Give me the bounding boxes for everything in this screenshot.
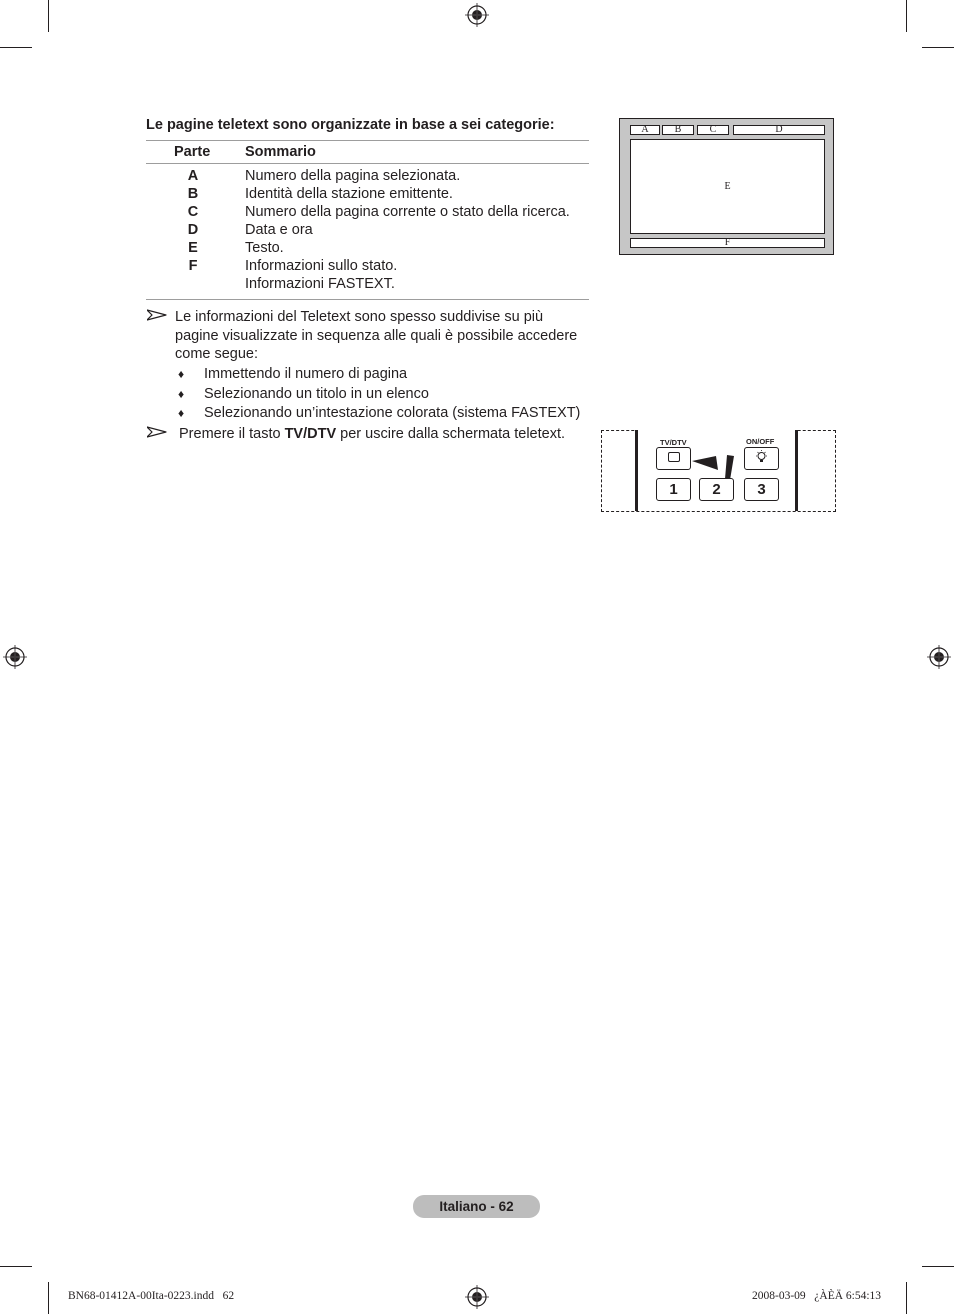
column-header-part: Parte xyxy=(174,144,211,160)
table-row xyxy=(146,239,589,257)
area-label: C xyxy=(709,124,717,135)
remote-edge xyxy=(635,430,638,511)
table-row xyxy=(146,185,589,203)
area-label: F xyxy=(724,237,731,248)
on-off-button[interactable] xyxy=(744,447,779,470)
note-arrow-icon xyxy=(147,309,167,321)
row-description: Numero della pagina corrente o stato della ricerca. xyxy=(245,204,570,220)
teletext-screen-diagram xyxy=(619,118,834,255)
note-arrow-icon xyxy=(147,426,167,438)
table-row xyxy=(146,257,589,275)
teletext-area-a xyxy=(630,125,660,135)
crop-mark xyxy=(0,1266,32,1267)
row-description: Identità della stazione emittente. xyxy=(245,186,453,202)
row-code: B xyxy=(187,186,199,202)
registration-mark-icon xyxy=(465,3,489,27)
diamond-bullet-icon: ♦ xyxy=(178,367,185,381)
tv-dtv-button[interactable] xyxy=(656,447,691,470)
area-label: B xyxy=(674,124,682,135)
row-code: E xyxy=(188,240,198,256)
area-label: A xyxy=(641,124,649,135)
crop-mark xyxy=(0,47,32,48)
row-description: Testo. xyxy=(245,240,284,256)
print-slug-right: 2008-03-09 ¿ÀÈÄ 6:54:13 xyxy=(752,1290,882,1302)
column-header-summary: Sommario xyxy=(245,144,316,160)
note-line: pagine visualizzate in sequenza alle quali è possibile accedere xyxy=(175,327,578,344)
note-paragraph xyxy=(179,425,565,444)
table-row xyxy=(146,221,589,239)
number-button-2[interactable]: 2 xyxy=(699,478,734,501)
crop-mark xyxy=(922,1266,954,1267)
row-code: D xyxy=(187,222,199,238)
crop-mark xyxy=(906,0,907,32)
table-row xyxy=(146,275,589,293)
row-description: Data e ora xyxy=(245,222,313,238)
on-off-label: ON/OFF xyxy=(746,437,775,446)
row-code: F xyxy=(188,258,198,274)
crop-mark xyxy=(48,1282,49,1314)
area-label: D xyxy=(775,124,783,135)
crop-mark xyxy=(922,47,954,48)
crop-mark xyxy=(48,0,49,32)
teletext-area-d xyxy=(733,125,825,135)
section-heading: Le pagine teletext sono organizzate in base a sei categorie: xyxy=(146,117,555,133)
note-paragraph xyxy=(175,308,595,364)
row-code: C xyxy=(187,204,199,220)
page-number-badge: Italiano - 62 xyxy=(413,1195,540,1218)
teletext-area-b xyxy=(662,125,694,135)
tv-screen-icon xyxy=(668,452,680,462)
registration-mark-icon xyxy=(3,645,27,669)
list-item-text: Selezionando un titolo in un elenco xyxy=(204,386,429,402)
row-description: Numero della pagina selezionata. xyxy=(245,168,461,184)
crop-mark xyxy=(906,1282,907,1314)
list-item-text: Immettendo il numero di pagina xyxy=(204,366,408,382)
registration-mark-icon xyxy=(927,645,951,669)
note-line: come segue: xyxy=(175,346,259,362)
row-code: A xyxy=(187,168,199,184)
table-header xyxy=(146,141,589,163)
tv-dtv-label: TV/DTV xyxy=(660,438,687,447)
note-text: per uscire dalla schermata teletext. xyxy=(336,426,566,442)
note-text: Premere il tasto xyxy=(179,426,285,442)
remote-edge xyxy=(795,430,798,511)
diamond-bullet-icon: ♦ xyxy=(178,387,185,401)
area-label: E xyxy=(724,181,731,192)
registration-mark-icon xyxy=(465,1285,489,1309)
key-name: TV/DTV xyxy=(284,426,337,442)
table-row xyxy=(146,167,589,185)
row-description: Informazioni sullo stato. xyxy=(245,258,398,274)
print-slug-left: BN68-01412A-00Ita-0223.indd 62 xyxy=(68,1290,235,1302)
teletext-area-c xyxy=(697,125,729,135)
table-bottom-rule xyxy=(146,299,589,300)
teletext-area-f xyxy=(630,238,825,248)
number-button-3[interactable]: 3 xyxy=(744,478,779,501)
table-row xyxy=(146,203,589,221)
row-description: Informazioni FASTEXT. xyxy=(245,276,395,292)
categories-table xyxy=(146,140,589,300)
list-item-text: Selezionando un’intestazione colorata (sistema FASTEXT) xyxy=(204,405,581,421)
note-line: Le informazioni del Teletext sono spesso suddivise su più xyxy=(175,309,544,325)
bulb-icon xyxy=(755,450,768,465)
number-button-1[interactable]: 1 xyxy=(656,478,691,501)
teletext-area-e xyxy=(630,139,825,234)
diamond-bullet-icon: ♦ xyxy=(178,406,185,420)
